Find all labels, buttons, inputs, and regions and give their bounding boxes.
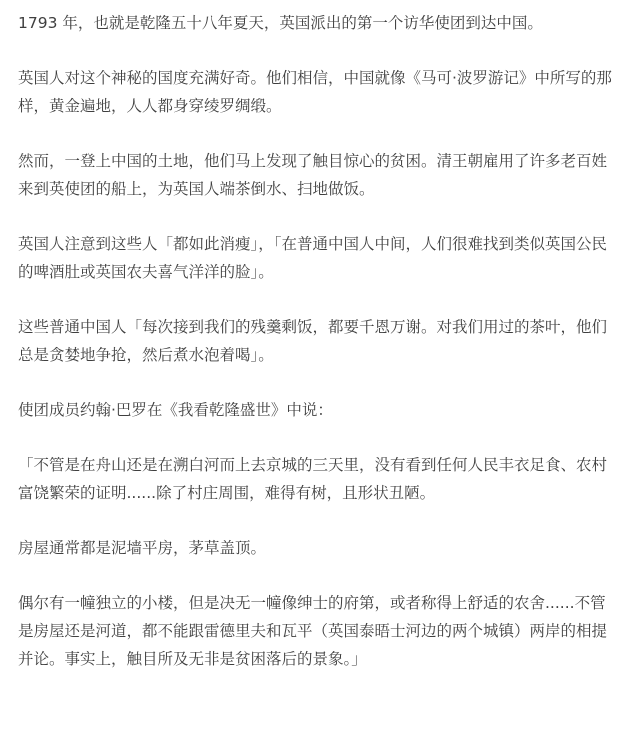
paragraph-thin-people: 英国人注意到这些人「都如此消瘦」，「在普通中国人中间，人们很难找到类似英国公民的啤酒肚或英国农夫喜气洋洋的脸」。 xyxy=(18,235,608,281)
paragraph-leftovers: 这些普通中国人「每次接到我们的残羹剩饭，都要千恩万谢。对我们用过的茶叶，他们总是贪婪地争抢，然后煮水泡着喝」。 xyxy=(18,318,608,364)
paragraph-quote-end: 偶尔有一幢独立的小楼，但是决无一幢像绅士的府第，或者称得上舒适的农舍......不管是房屋还是河道，都不能跟雷德里夫和瓦平（英国泰晤士河边的两个城镇）两岸的相提并论。事实上，触目所及无非是贫困落后的景象。」 xyxy=(18,594,608,668)
paragraph-quote-start: 「不管是在舟山还是在溯白河而上去京城的三天里，没有看到任何人民丰衣足食、农村富饶繁荣的证明......除了村庄周围，难得有树，且形状丑陋。 xyxy=(18,456,608,502)
paragraph-houses: 房屋通常都是泥墙平房，茅草盖顶。 xyxy=(18,539,267,557)
paragraph-barrow-intro: 使团成员约翰·巴罗在《我看乾隆盛世》中说： xyxy=(18,401,333,419)
paragraph-intro: 1793 年，也就是乾隆五十八年夏天，英国派出的第一个访华使团到达中国。 xyxy=(18,14,543,32)
paragraph-curiosity: 英国人对这个神秘的国度充满好奇。他们相信，中国就像《马可·波罗游记》中所写的那样，黄金遍地，人人都身穿绫罗绸缎。 xyxy=(18,69,612,115)
paragraph-poverty: 然而，一登上中国的土地，他们马上发现了触目惊心的贫困。清王朝雇用了许多老百姓来到英使团的船上，为英国人端茶倒水、扫地做饭。 xyxy=(18,152,608,198)
